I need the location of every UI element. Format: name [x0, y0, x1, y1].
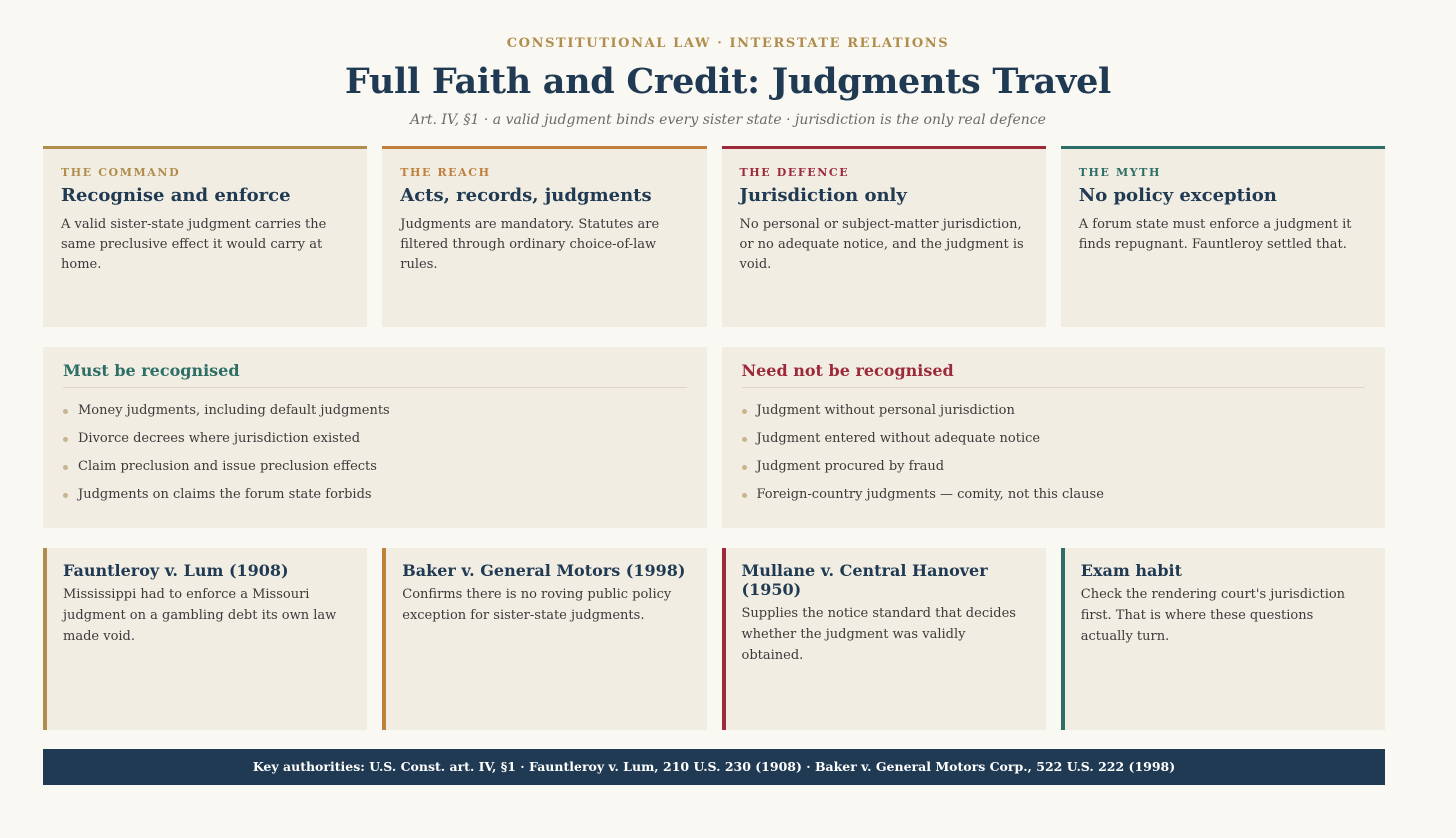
card-command: [43, 146, 367, 327]
eyebrow-label: CONSTITUTIONAL LAW · INTERSTATE RELATIONS: [506, 36, 950, 51]
card-reach: [382, 146, 706, 327]
list-item: Money judgments, including default judgments: [63, 398, 687, 426]
need-not-recognise-panel: [722, 347, 1386, 528]
summary-cards: [43, 146, 1385, 327]
page-subtitle: Art. IV, §1 · a valid judgment binds every sister state · jurisdiction is the only real defence: [410, 112, 1046, 128]
case-body: Mississippi had to enforce a Missouri judgment on a gambling debt its own law made void.: [63, 587, 337, 644]
need-not-panel-title: Need not be recognised: [742, 361, 1366, 388]
need-not-list: [742, 398, 1366, 510]
case-baker: [382, 548, 706, 730]
case-title: Mullane v. Central Hanover (1950): [741, 561, 988, 599]
card-body: Judgments are mandatory. Statutes are filtered through ordinary choice-of-law rules.: [400, 217, 660, 272]
recognition-panels: [43, 347, 1385, 528]
card-title: Recognise and enforce: [61, 185, 291, 206]
case-body: Check the rendering court's jurisdiction first. That is where these questions actually turn.: [1080, 587, 1346, 644]
case-body: Supplies the notice standard that decides whether the judgment was validly obtained.: [741, 606, 1016, 663]
card-kicker: THE DEFENCE: [739, 166, 850, 179]
card-body: A valid sister-state judgment carries the same preclusive effect it would carry at home.: [61, 217, 327, 272]
list-item: Judgment procured by fraud: [742, 454, 1366, 482]
card-title: Acts, records, judgments: [400, 185, 652, 206]
case-mullane: [722, 548, 1046, 730]
list-item: Judgments on claims the forum state forbids: [63, 482, 687, 510]
card-kicker: THE MYTH: [1078, 166, 1161, 179]
case-cards: [43, 548, 1385, 730]
card-body: A forum state must enforce a judgment it finds repugnant. Fauntleroy settled that.: [1078, 217, 1352, 252]
case-title: Fauntleroy v. Lum (1908): [63, 561, 289, 580]
case-fauntleroy: [43, 548, 367, 730]
list-item: Judgment without personal jurisdiction: [742, 398, 1366, 426]
card-title: No policy exception: [1078, 185, 1277, 206]
case-title: Exam habit: [1080, 561, 1183, 580]
card-body: No personal or subject-matter jurisdiction, or no adequate notice, and the judgment is void.: [739, 217, 1024, 272]
list-item: Judgment entered without adequate notice: [742, 426, 1366, 454]
case-body: Confirms there is no roving public policy exception for sister-state judgments.: [402, 587, 672, 623]
case-title: Baker v. General Motors (1998): [402, 561, 686, 580]
list-item: Claim preclusion and issue preclusion effects: [63, 454, 687, 482]
card-defence: [722, 146, 1046, 327]
list-item: Divorce decrees where jurisdiction existed: [63, 426, 687, 454]
key-authorities-footer: Key authorities: U.S. Const. art. IV, §1 · Fauntleroy v. Lum, 210 U.S. 230 (1908) · Baker v. General Motors Corp., 522 U.S. 222 (1998): [43, 749, 1385, 785]
list-item: Foreign-country judgments — comity, not this clause: [742, 482, 1366, 510]
card-kicker: THE REACH: [400, 166, 491, 179]
page-title: Full Faith and Credit: Judgments Travel: [344, 61, 1112, 102]
must-recognise-panel: [43, 347, 707, 528]
page-header: [0, 0, 1456, 128]
card-myth: [1061, 146, 1385, 327]
must-list: [63, 398, 687, 510]
card-kicker: THE COMMAND: [61, 166, 181, 179]
card-title: Jurisdiction only: [739, 185, 907, 206]
case-exam-habit: [1061, 548, 1385, 730]
must-panel-title: Must be recognised: [63, 361, 687, 388]
